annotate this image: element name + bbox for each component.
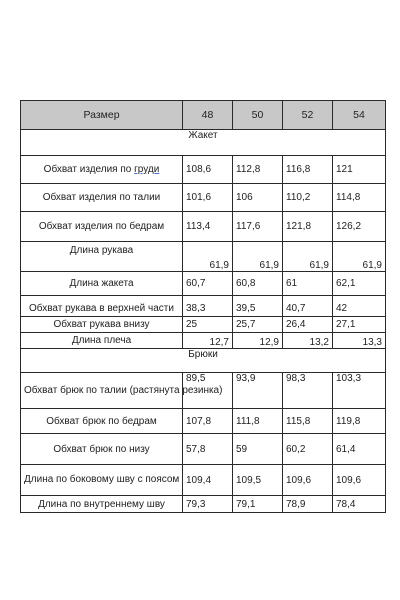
row-label: Длина плеча <box>21 333 183 349</box>
cell-value: 13,3 <box>333 333 386 349</box>
cell-value: 60,8 <box>233 272 283 296</box>
row-label: Длина по боковому шву с поясом <box>21 465 183 496</box>
cell-value: 61,9 <box>283 242 333 272</box>
header-size-54: 54 <box>333 101 386 130</box>
cell-value: 101,6 <box>183 184 233 212</box>
cell-value: 93,9 <box>233 373 283 409</box>
cell-value: 61,4 <box>333 434 386 465</box>
row-label: Обхват изделия по бедрам <box>21 212 183 242</box>
cell-value: 39,5 <box>233 296 283 317</box>
cell-value: 59 <box>233 434 283 465</box>
cell-value: 25,7 <box>233 317 283 333</box>
cell-value: 61,9 <box>183 242 233 272</box>
header-size-48: 48 <box>183 101 233 130</box>
cell-value: 116,8 <box>283 156 333 184</box>
cell-value: 112,8 <box>233 156 283 184</box>
cell-value: 26,4 <box>283 317 333 333</box>
header-size-label: Размер <box>21 101 183 130</box>
size-table <box>20 100 386 513</box>
cell-value: 12,9 <box>233 333 283 349</box>
section-title-trousers: Брюки <box>21 349 386 373</box>
cell-value: 115,8 <box>283 409 333 434</box>
cell-value: 121 <box>333 156 386 184</box>
table-row <box>21 242 386 272</box>
table-row <box>21 317 386 333</box>
cell-value: 79,3 <box>183 496 233 513</box>
cell-value: 119,8 <box>333 409 386 434</box>
table-row <box>21 272 386 296</box>
section-row-jacket <box>21 130 386 156</box>
cell-value: 107,8 <box>183 409 233 434</box>
row-label: Обхват рукава в верхней части <box>21 296 183 317</box>
cell-value: 25 <box>183 317 233 333</box>
cell-value: 109,5 <box>233 465 283 496</box>
cell-value: 61 <box>283 272 333 296</box>
cell-value: 103,3 <box>333 373 386 409</box>
cell-value: 110,2 <box>283 184 333 212</box>
row-label-text: Обхват изделия по груди <box>43 164 160 175</box>
section-title-jacket: Жакет <box>21 130 386 156</box>
cell-value: 42 <box>333 296 386 317</box>
row-label: Обхват брюк по низу <box>21 434 183 465</box>
section-row-trousers <box>21 349 386 373</box>
row-label: Обхват рукава внизу <box>21 317 183 333</box>
cell-value: 61,9 <box>233 242 283 272</box>
cell-value: 13,2 <box>283 333 333 349</box>
table-row <box>21 333 386 349</box>
cell-value: 78,4 <box>333 496 386 513</box>
cell-value: 89,5 <box>183 373 233 409</box>
cell-value: 98,3 <box>283 373 333 409</box>
row-label: Обхват брюк по талии (растянута резинка) <box>21 373 183 409</box>
cell-value: 57,8 <box>183 434 233 465</box>
cell-value: 109,4 <box>183 465 233 496</box>
header-size-50: 50 <box>233 101 283 130</box>
table-row <box>21 212 386 242</box>
cell-value: 40,7 <box>283 296 333 317</box>
cell-value: 113,4 <box>183 212 233 242</box>
table-row <box>21 296 386 317</box>
cell-value: 121,8 <box>283 212 333 242</box>
cell-value: 79,1 <box>233 496 283 513</box>
table-row <box>21 373 386 409</box>
cell-value: 12,7 <box>183 333 233 349</box>
cell-value: 60,7 <box>183 272 233 296</box>
cell-value: 60,2 <box>283 434 333 465</box>
cell-value: 27,1 <box>333 317 386 333</box>
table-row <box>21 434 386 465</box>
row-label <box>21 156 183 184</box>
cell-value: 126,2 <box>333 212 386 242</box>
table-row <box>21 156 386 184</box>
row-label: Длина рукава <box>21 242 183 272</box>
size-chart <box>20 100 385 510</box>
cell-value: 111,8 <box>233 409 283 434</box>
row-label: Обхват изделия по талии <box>21 184 183 212</box>
cell-value: 109,6 <box>333 465 386 496</box>
table-row <box>21 409 386 434</box>
table-row <box>21 496 386 513</box>
cell-value: 117,6 <box>233 212 283 242</box>
cell-value: 108,6 <box>183 156 233 184</box>
cell-value: 62,1 <box>333 272 386 296</box>
row-label: Длина по внутреннему шву <box>21 496 183 513</box>
cell-value: 61,9 <box>333 242 386 272</box>
cell-value: 109,6 <box>283 465 333 496</box>
table-row <box>21 465 386 496</box>
row-label: Длина жакета <box>21 272 183 296</box>
table-header-row <box>21 101 386 130</box>
row-label: Обхват брюк по бедрам <box>21 409 183 434</box>
cell-value: 78,9 <box>283 496 333 513</box>
cell-value: 38,3 <box>183 296 233 317</box>
table-row <box>21 184 386 212</box>
cell-value: 114,8 <box>333 184 386 212</box>
header-size-52: 52 <box>283 101 333 130</box>
cell-value: 106 <box>233 184 283 212</box>
